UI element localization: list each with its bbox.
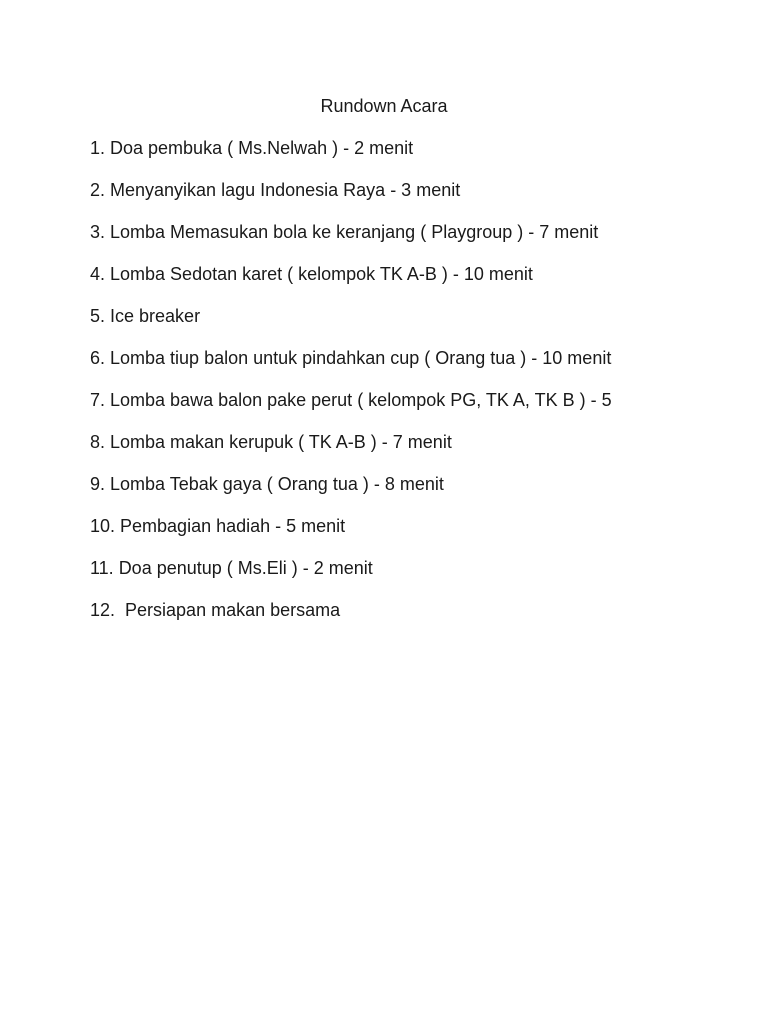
- rundown-item: 8. Lomba makan kerupuk ( TK A-B ) - 7 menit: [90, 432, 452, 452]
- rundown-list: [90, 136, 612, 640]
- rundown-item: 3. Lomba Memasukan bola ke keranjang ( Playgroup ) - 7 menit: [90, 222, 599, 242]
- rundown-item: 5. Ice breaker: [90, 306, 201, 326]
- rundown-item: 7. Lomba bawa balon pake perut ( kelompok PG, TK A, TK B ) - 5: [90, 390, 612, 410]
- rundown-item: 6. Lomba tiup balon untuk pindahkan cup ( Orang tua ) - 10 menit: [90, 348, 612, 368]
- rundown-item: 9. Lomba Tebak gaya ( Orang tua ) - 8 menit: [90, 474, 444, 494]
- rundown-item: 1. Doa pembuka ( Ms.Nelwah ) - 2 menit: [90, 138, 414, 158]
- rundown-item: 10. Pembagian hadiah - 5 menit: [90, 516, 346, 536]
- rundown-item: 2. Menyanyikan lagu Indonesia Raya - 3 menit: [90, 180, 461, 200]
- rundown-item: 4. Lomba Sedotan karet ( kelompok TK A-B ) - 10 menit: [90, 264, 533, 284]
- rundown-item: 12. Persiapan makan bersama: [90, 600, 341, 620]
- rundown-item: 11. Doa penutup ( Ms.Eli ) - 2 menit: [90, 558, 373, 578]
- document-title: Rundown Acara: [320, 96, 448, 116]
